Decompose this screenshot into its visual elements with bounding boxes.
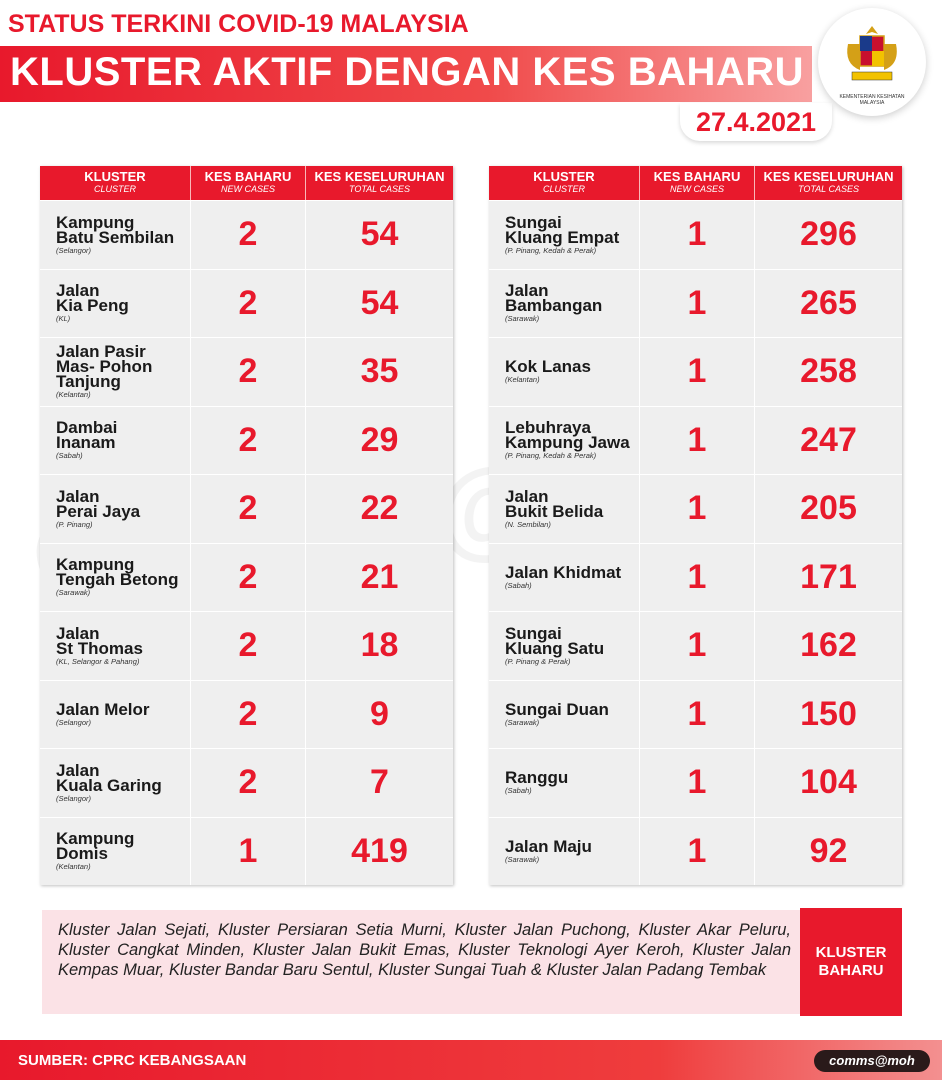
table-row	[489, 543, 902, 612]
table-row	[489, 680, 902, 749]
cluster-cell	[40, 818, 191, 886]
new-cases-value: 2	[191, 270, 306, 338]
cluster-state: (P. Pinang & Perak)	[505, 656, 571, 666]
cluster-name: Jalan Maju	[505, 836, 592, 856]
new-cases-value: 2	[191, 681, 306, 749]
total-cases-value: 54	[360, 215, 399, 254]
cluster-cell	[40, 612, 191, 680]
cluster-state: (P. Pinang, Kedah & Perak)	[505, 451, 597, 461]
cluster-state: (Sarawak)	[505, 314, 540, 324]
cluster-state: (Sarawak)	[505, 854, 540, 864]
total-cases-value: 18	[360, 626, 399, 665]
table-row	[40, 817, 453, 886]
table-row	[40, 611, 453, 680]
total-cases-value: 150	[800, 694, 857, 733]
new-cases-value: 1	[640, 338, 755, 406]
new-cases-value: 2	[191, 612, 306, 680]
cluster-name: Jalan Pasir Mas- Pohon Tanjung	[56, 342, 153, 392]
new-cases-value: 1	[640, 612, 755, 680]
total-cases-value: 247	[800, 420, 857, 459]
date-badge: 27.4.2021	[680, 103, 832, 141]
cluster-name: Jalan Kuala Garing	[56, 760, 162, 795]
total-cases-value: 9	[370, 694, 389, 733]
cluster-state: (P. Pinang)	[56, 519, 93, 529]
new-cases-value: 1	[640, 407, 755, 475]
cluster-name: Jalan Perai Jaya	[56, 486, 141, 521]
cluster-name: Sungai Kluang Empat	[505, 212, 620, 247]
total-cases-value: 419	[351, 831, 408, 870]
new-cases-value: 2	[191, 544, 306, 612]
cluster-cell	[489, 201, 640, 269]
table-row	[40, 269, 453, 338]
total-cases-value: 7	[370, 763, 389, 802]
new-cases-value: 1	[640, 475, 755, 543]
source-label: SUMBER: CPRC KEBANGSAAN	[18, 1052, 247, 1069]
cluster-cell	[40, 749, 191, 817]
coat-of-arms-logo	[818, 8, 926, 116]
table-row	[489, 269, 902, 338]
total-cases-value: 21	[360, 557, 399, 596]
header-total-cases: KES KESELURUHAN TOTAL CASES	[314, 169, 445, 194]
cluster-name: Jalan Bukit Belida	[505, 486, 604, 521]
cluster-cell	[489, 749, 640, 817]
cluster-cell	[40, 681, 191, 749]
table-header	[489, 166, 902, 200]
table-row	[489, 748, 902, 817]
clusters-table-left	[40, 166, 453, 885]
header-new-cases: KES BAHARU NEW CASES	[640, 166, 755, 200]
cluster-name: Jalan St Thomas	[56, 623, 143, 658]
clusters-table-right	[489, 166, 902, 885]
cluster-state: (P. Pinang, Kedah & Perak)	[505, 245, 597, 255]
new-clusters-panel	[42, 910, 807, 1014]
cluster-cell	[40, 544, 191, 612]
total-cases-value: 104	[800, 763, 857, 802]
cluster-state: (Sabah)	[505, 786, 532, 796]
cluster-cell	[489, 270, 640, 338]
cluster-name: Kampung Batu Sembilan	[56, 212, 175, 247]
new-cases-value: 1	[640, 681, 755, 749]
cluster-state: (Kelantan)	[56, 862, 91, 872]
cluster-cell	[489, 681, 640, 749]
new-cases-value: 2	[191, 475, 306, 543]
table-row	[489, 200, 902, 269]
header-cluster: KLUSTER CLUSTER	[40, 166, 191, 200]
new-cases-value: 2	[191, 407, 306, 475]
table-body-right	[489, 200, 902, 885]
cluster-cell	[489, 338, 640, 406]
table-row	[40, 748, 453, 817]
total-cases-value: 35	[360, 352, 399, 391]
table-row	[489, 474, 902, 543]
total-cases-value: 258	[800, 352, 857, 391]
cluster-name: Jalan Bambangan	[505, 281, 603, 316]
emblem-caption: KEMENTERIAN KESIHATAN MALAYSIA	[839, 94, 905, 106]
page-subtitle: STATUS TERKINI COVID-19 MALAYSIA	[8, 10, 469, 38]
cluster-cell	[489, 544, 640, 612]
table-header	[40, 166, 453, 200]
header-cluster: KLUSTER CLUSTER	[489, 166, 640, 200]
cluster-name: Kampung Domis	[56, 829, 135, 864]
table-row	[40, 406, 453, 475]
cluster-state: (Sarawak)	[505, 717, 540, 727]
total-cases-value: 22	[360, 489, 399, 528]
cluster-state: (Selangor)	[56, 717, 92, 727]
new-clusters-text: Kluster Jalan Sejati, Kluster Persiaran Setia Murni, Kluster Jalan Puchong, Kluster Akar Peluru, Kluster Cangkat Minden, Kluster Jalan Bukit Emas, Kluster Teknologi Ayer Keroh, Kluster Jalan Kempas Muar, Kluster Bandar Baru Sentul, Kluster Sungai Tuah & Kluster Jalan Padang Tembak	[58, 921, 791, 979]
table-row	[40, 474, 453, 543]
total-cases-value: 162	[800, 626, 857, 665]
new-cases-value: 1	[640, 201, 755, 269]
table-row	[40, 543, 453, 612]
cluster-name: Kok Lanas	[505, 357, 591, 377]
cluster-state: (N. Sembilan)	[505, 519, 551, 529]
table-row	[489, 611, 902, 680]
total-cases-value: 296	[800, 215, 857, 254]
new-cases-value: 2	[191, 338, 306, 406]
cluster-cell	[40, 407, 191, 475]
total-cases-value: 265	[800, 283, 857, 322]
total-cases-value: 54	[360, 283, 399, 322]
cluster-cell	[489, 612, 640, 680]
cluster-state: (Sabah)	[505, 580, 532, 590]
new-cases-value: 2	[191, 201, 306, 269]
new-cases-value: 1	[191, 818, 306, 886]
table-row	[489, 406, 902, 475]
cluster-state: (KL, Selangor & Pahang)	[56, 656, 140, 666]
cluster-state: (Kelantan)	[56, 390, 91, 400]
table-row	[489, 817, 902, 886]
cluster-state: (Sabah)	[56, 451, 83, 461]
crest-icon	[842, 24, 902, 90]
cluster-name: Jalan Kia Peng	[56, 281, 129, 316]
cluster-name: Sungai Duan	[505, 699, 609, 719]
cluster-state: (KL)	[56, 314, 71, 324]
cluster-name: Jalan Khidmat	[505, 562, 622, 582]
table-body-left	[40, 200, 453, 885]
cluster-state: (Kelantan)	[505, 375, 540, 385]
table-row	[40, 337, 453, 406]
table-row	[40, 680, 453, 749]
header-new-cases: KES BAHARU NEW CASES	[191, 166, 306, 200]
cluster-name: Sungai Kluang Satu	[505, 623, 605, 658]
cluster-state: (Sarawak)	[56, 588, 91, 598]
page-title: KLUSTER AKTIF DENGAN KES BAHARU	[10, 50, 805, 94]
cluster-state: (Selangor)	[56, 245, 92, 255]
new-clusters-badge: KLUSTER BAHARU	[800, 908, 902, 1016]
brand-tag: comms@moh	[814, 1050, 930, 1072]
new-cases-value: 1	[640, 749, 755, 817]
header-total-cases: KES KESELURUHAN TOTAL CASES	[763, 169, 894, 194]
cluster-name: Lebuhraya Kampung Jawa	[505, 418, 630, 453]
new-cases-value: 2	[191, 749, 306, 817]
cluster-name: Kampung Tengah Betong	[56, 555, 179, 590]
cluster-name: Jalan Melor	[56, 699, 150, 719]
cluster-name: Ranggu	[505, 768, 569, 788]
cluster-cell	[40, 270, 191, 338]
total-cases-value: 92	[809, 831, 848, 870]
cluster-cell	[40, 475, 191, 543]
total-cases-value: 205	[800, 489, 857, 528]
cluster-state: (Selangor)	[56, 793, 92, 803]
new-cases-value: 1	[640, 544, 755, 612]
new-cases-value: 1	[640, 270, 755, 338]
total-cases-value: 171	[800, 557, 857, 596]
total-cases-value: 29	[360, 420, 399, 459]
cluster-name: Dambai Inanam	[56, 418, 118, 453]
cluster-cell	[489, 818, 640, 886]
cluster-cell	[40, 201, 191, 269]
cluster-cell	[40, 338, 191, 406]
table-row	[40, 200, 453, 269]
new-cases-value: 1	[640, 818, 755, 886]
cluster-cell	[489, 407, 640, 475]
cluster-cell	[489, 475, 640, 543]
table-row	[489, 337, 902, 406]
